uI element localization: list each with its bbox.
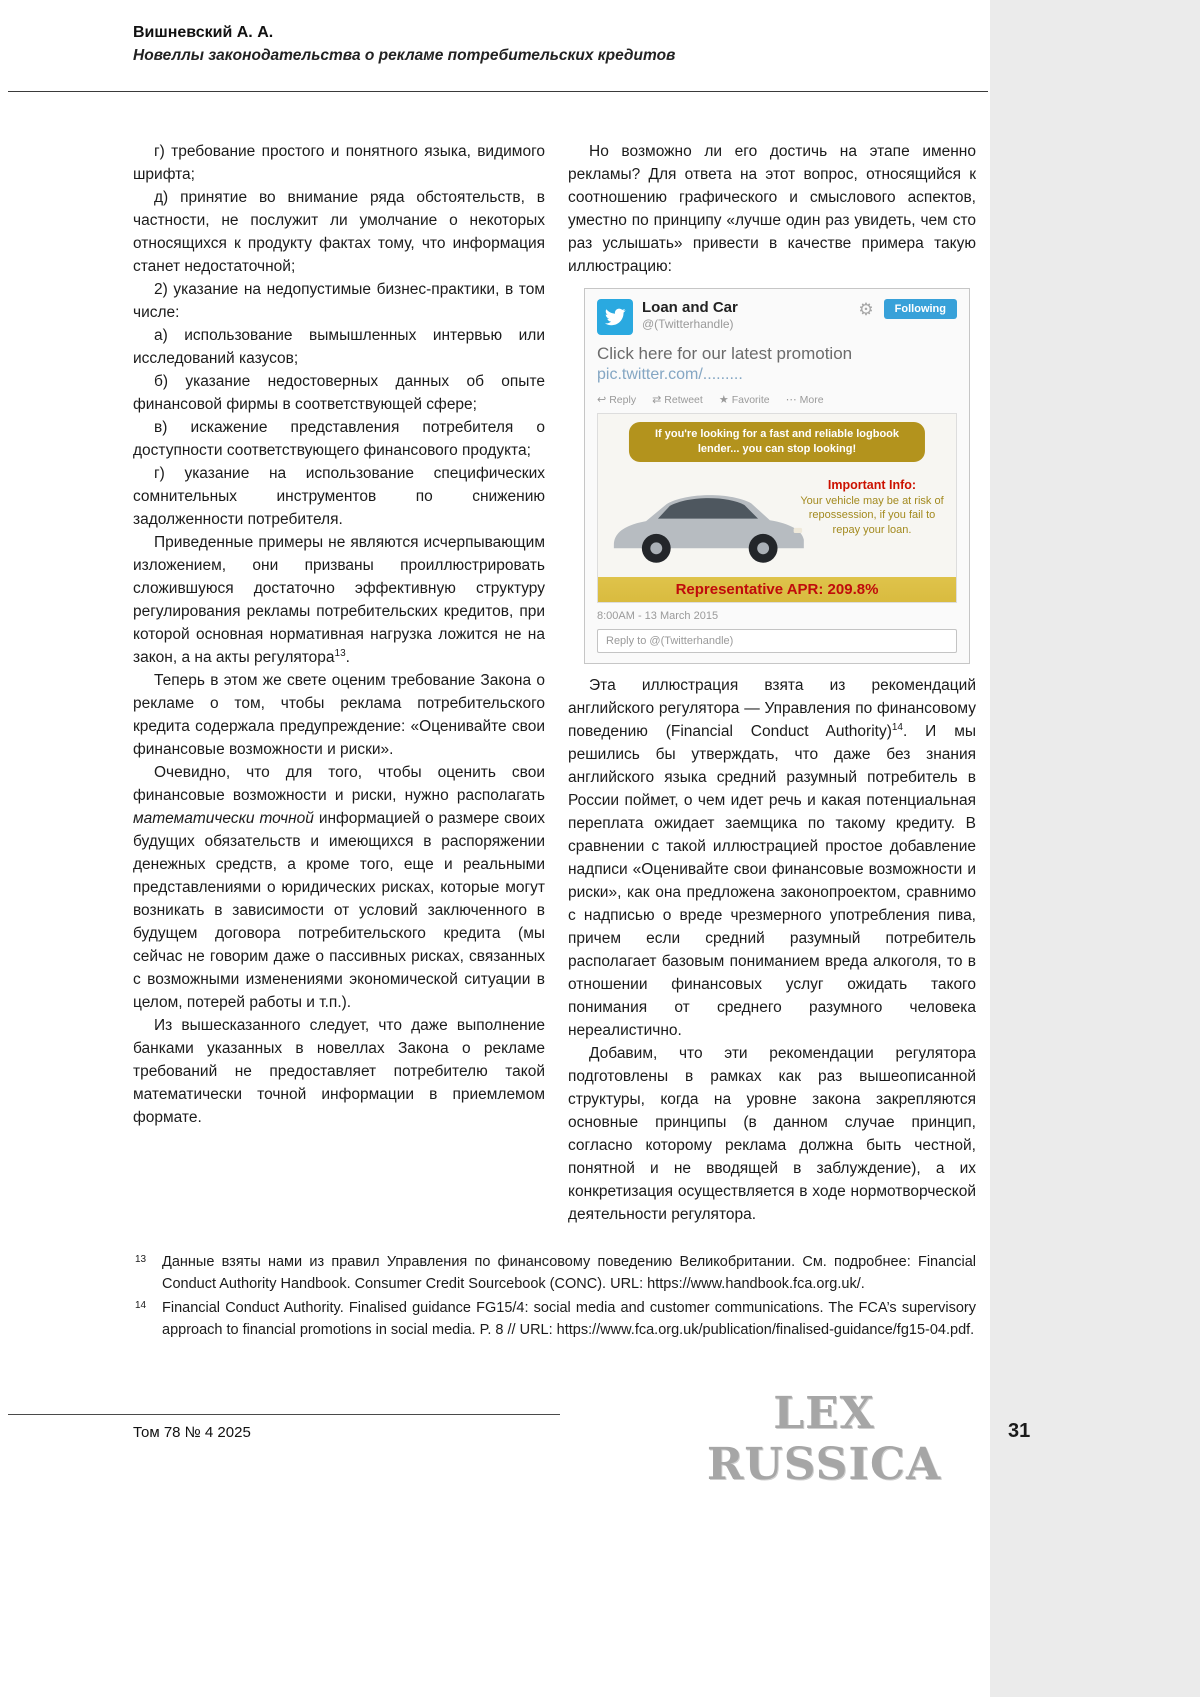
paragraph: б) указание недостоверных данных об опыте финансовой фирмы в соответствующей сфере; (133, 373, 545, 413)
tweet-reply-box: Reply to @(Twitterhandle) (597, 629, 957, 653)
page-number: 31 (1008, 1420, 1031, 1442)
reply-icon: ↩ (597, 394, 607, 406)
tweet-illustration (584, 288, 970, 664)
tweet-identity (642, 299, 738, 331)
paragraph: Но возможно ли его достичь на этапе именно рекламы? Для ответа на этот вопрос, относящийся к соотношению графического и смыслового аспектов, уместно по принципу «лучше один раз увидеть, чем сто раз услышать» привести в качестве примера такую иллюстрацию: (568, 143, 976, 275)
footnote (133, 1298, 976, 1341)
tweet-pic-link: pic.twitter.com/......... (597, 366, 743, 383)
retweet-icon: ⇄ (652, 394, 662, 406)
tweet-action-retweet (652, 393, 703, 406)
gear-icon: ⚙ (858, 299, 874, 319)
paragraph: Из вышесказанного следует, что даже выполнение банками указанных в новеллах Закона о рекламе требований не предоставляет потребителю такой математически точной информации в приемлемом формате. (133, 1017, 545, 1126)
paragraph: д) принятие во внимание ряда обстоятельств, в частности, не послужит ли умолчание о некоторых относящихся к продукту фактах тому, что информация станет недостаточной; (133, 189, 545, 275)
favorite-icon: ★ (718, 394, 729, 406)
tweet-action-label: Reply (609, 393, 637, 406)
paragraph: в) искажение представления потребителя о доступности соответствующего финансового продукта; (133, 419, 545, 459)
paragraph: 2) указание на недопустимые бизнес-практики, в том числе: (133, 281, 545, 321)
car-illustration (602, 475, 814, 569)
footnote-text: Financial Conduct Authority. Finalised guidance FG15/4: social media and customer communications. The FCA’s supervisory approach to financial promotions in social media. P. 8 // URL: https://www.fca.org.uk/publication/finalised-guidance/fg15-04.pdf. (162, 1300, 976, 1338)
avatar (597, 299, 633, 335)
ad-banner: If you're looking for a fast and reliable logbook lender... you can stop looking! (629, 422, 925, 462)
paragraph: Эта иллюстрация взята из рекомендаций английского регулятора — Управления по финансовому поведению (Financial Conduct Authority)$^{14}$. И мы решились бы утверждать, что даже без знания английского языка средний разумный потребитель в России поймет, о чем идет речь и какая потенциальная переплата ожидает заемщика по такому кредиту. В сравнении с такой иллюстрацией простое добавление надписи «Оценивайте свои финансовые возможности и риски», как она предложена законопроектом, сравнимо с надписью о вреде чрезмерного употребления пива, причем если средний разумный потребитель располагает базовым пониманием вреда алкоголя, то в отношении финансовых услуг ожидать такого понимания от среднего разумного человека нереалистично. (568, 677, 976, 1039)
right-column-intro (568, 140, 976, 278)
more-icon: ⋯ (785, 394, 797, 406)
tweet-action-label: More (799, 393, 824, 406)
car-image (602, 475, 814, 574)
paragraph: Приведенные примеры не являются исчерпывающим изложением, они призваны проиллюстрировать сложившуюся достаточно эффективную структуру регулирования рекламы потребительских кредитов, при которой основная нормативная нагрузка ложится не на закон, а на акты регулятора$^{13}$. (133, 534, 545, 666)
important-info-text: Your vehicle may be at risk of repossession, if you fail to repay your loan. (800, 495, 944, 536)
tweet-action-label: Retweet (664, 393, 703, 406)
tweet-card (584, 288, 970, 664)
running-header (133, 24, 973, 65)
paragraph: Добавим, что эти рекомендации регулятора подготовлены в рамках как раз вышеописанной структуры, когда на уровне закона закрепляются основные принципы (в данном случае принцип, согласно которому реклама должна быть честной, понятной и не вводящей в заблуждение), а их конкретизация осуществляется в ходе нормотворческой деятельности регулятора. (568, 1045, 976, 1223)
tweet-header (597, 299, 957, 335)
volume-issue: Том 78 № 4 2025 (133, 1424, 251, 1441)
footnote-number: 14 (135, 1300, 147, 1311)
tweet-timestamp: 8:00AM - 13 March 2015 (597, 610, 719, 622)
tweet-action-more (786, 393, 824, 406)
footer-rule (8, 1414, 560, 1415)
footnote (133, 1252, 976, 1295)
paragraph: Очевидно, что для того, чтобы оценить свои финансовые возможности и риски, нужно располагать математически точной информацией о размере своих будущих обязательств и имеющихся в распоряжении денежных средств, а кроме того, еще и реальными представлениями о юридических рисках, которые могут возникать в зависимости от условий заключенного в будущем договора потребительского кредита (мы сейчас не говорим даже о пассивных рисках, связанных с возможными изменениями экономической ситуации в целом, потерей работы и т.п.). (133, 764, 545, 1011)
tweet-action-label: Favorite (731, 393, 770, 406)
footnote-text: Данные взяты нами из правил Управления по финансовому поведению Великобритании. См. подробнее: Financial Conduct Authority Handbook. Consumer Credit Sourcebook (CONC). URL: https://www.handbook.fca.org.uk/. (162, 1254, 976, 1292)
twitter-bird-icon (604, 306, 626, 328)
paragraph: г) указание на использование специфических сомнительных инструментов по снижению задолженности потребителя. (133, 465, 545, 528)
header-rule (8, 91, 988, 92)
author-name: Вишневский А. А. (133, 24, 274, 41)
tweet-action-favorite (719, 393, 770, 406)
right-column (568, 140, 976, 1226)
footnote-number: 13 (135, 1254, 147, 1265)
tweet-handle: @(Twitterhandle) (642, 317, 734, 331)
paragraph: а) использование вымышленных интервью или исследований казусов; (133, 327, 545, 367)
important-info-block (796, 478, 948, 537)
paragraph: г) требование простого и понятного языка, видимого шрифта; (133, 143, 545, 183)
article-body (133, 140, 976, 1226)
important-info-label: Important Info: (827, 478, 917, 492)
tweet-action-bar (597, 393, 957, 406)
journal-logo: LEX RUSSICA (706, 1388, 942, 1490)
article-title: Новеллы законодательства о рекламе потребительских кредитов (133, 47, 676, 64)
following-button: Following (884, 299, 957, 319)
tweet-account-name: Loan and Car (642, 299, 738, 316)
tweet-action-reply (597, 393, 636, 406)
paragraph: Теперь в этом же свете оценим требование Закона о рекламе о том, чтобы реклама потребительского кредита содержала предупреждение: «Оценивайте свои финансовые возможности и риски». (133, 672, 545, 758)
ad-image (597, 413, 957, 603)
left-column (133, 140, 545, 1226)
footnotes (133, 1252, 976, 1344)
right-column-continuation (568, 674, 976, 1226)
tweet-text: Click here for our latest promotion (597, 344, 853, 363)
apr-banner: Representative APR: 209.8% (598, 577, 956, 602)
tweet-controls (858, 299, 957, 319)
